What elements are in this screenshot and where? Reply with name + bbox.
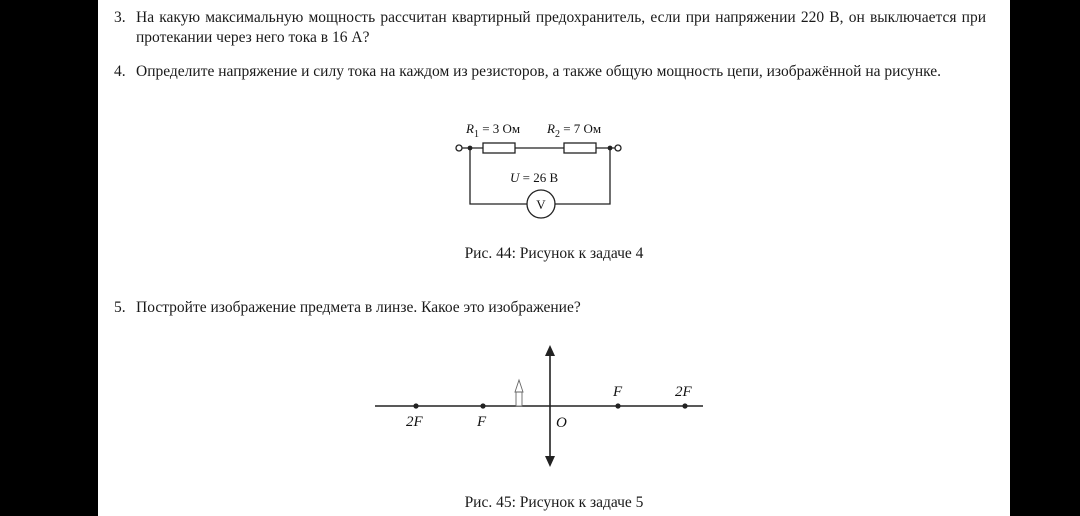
r1-label: $R_1 = 3$ Ом <box>466 121 521 140</box>
figure-45-caption: Рис. 45: Рисунок к задаче 5 <box>464 494 644 511</box>
label-left-2f: 2F <box>406 414 423 430</box>
task-text: Определите напряжение и силу тока на каждом из резисторов, а также общую мощность цепи, изображённой на рисунке. <box>136 63 942 80</box>
task-3 <box>114 8 986 48</box>
label-right-f: F <box>613 384 623 400</box>
resistor-r1 <box>483 143 515 153</box>
label-origin: O <box>556 415 567 431</box>
task-text: Постройте изображение предмета в линзе. Какое это изображение? <box>136 299 581 316</box>
left-terminal <box>456 145 462 151</box>
task-number: 4. <box>114 63 126 80</box>
point-left-2f <box>413 403 418 408</box>
point-left-f <box>480 403 485 408</box>
point-right-2f <box>682 403 687 408</box>
right-terminal <box>615 145 621 151</box>
r2-label: $R_2 = 7$ Ом <box>547 121 602 140</box>
label-left-f: F <box>477 414 487 430</box>
voltmeter-label: V <box>536 197 546 212</box>
task-number: 3. <box>114 9 126 26</box>
resistor-r2 <box>564 143 596 153</box>
task-4 <box>114 62 986 82</box>
figure-44-caption: Рис. 44: Рисунок к задаче 4 <box>464 245 644 262</box>
task-5 <box>114 298 986 318</box>
object-arrow <box>515 380 523 406</box>
point-right-f <box>615 403 620 408</box>
voltage-label: U = 26 В <box>510 170 559 185</box>
task-number: 5. <box>114 299 126 316</box>
task-text: На какую максимальную мощность рассчитан квартирный предохранитель, если при напряжении 220 В, он выключается при протекании через него тока в 16 А? <box>136 9 986 46</box>
lens-arrow-top <box>545 345 555 356</box>
label-right-2f: 2F <box>675 384 692 400</box>
circuit-diagram <box>450 114 650 224</box>
document-page <box>98 0 1010 516</box>
lens-diagram <box>370 342 710 472</box>
lens-arrow-bottom <box>545 456 555 467</box>
